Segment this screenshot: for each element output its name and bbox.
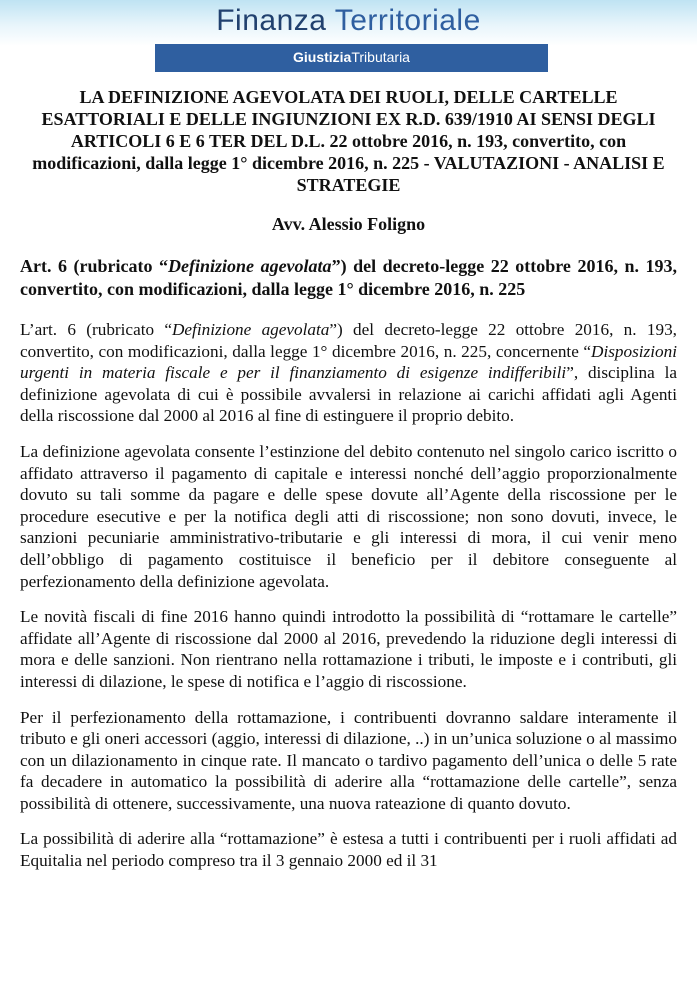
p1-part-c: ”) del decreto-legge 22 ottobre 2016, n. 193, convertito, con modificazioni, dalla legge 1° dicembre 2016, n. 225, concernente “ — [20, 320, 677, 361]
brand-word-2: Territoriale — [334, 4, 481, 37]
document-title: LA DEFINIZIONE AGEVOLATA DEI RUOLI, DELLE CARTELLE ESATTORIALI E DELLE INGIUNZIONI EX R.D. 639/1910 AI SENSI DEGLI ARTICOLI 6 E 6 TER DEL D.L. 22 ottobre 2016, n. 193, convertito, con modificazioni, dalla legge 1° dicembre 2016, n. 225 - VALUTAZIONI - ANALISI E STRATEGIE — [32, 87, 665, 195]
p1-part-d: Disposizioni urgenti in materia fiscale e per il finanziamento di esigenze indifferibili — [20, 341, 677, 383]
article-heading — [20, 255, 677, 301]
sub-brand — [155, 49, 548, 65]
brand-word-1: Finanza — [216, 4, 327, 37]
author-name: Avv. Alessio Foligno — [271, 214, 426, 234]
sub-brand-word-1: Giustizia — [293, 49, 352, 65]
p1-part-e: ”, disciplina la definizione agevolata di cui è possibile avvalersi in relazione ai carichi affidati agli Agenti della riscossione dal 2000 al 2016 al fine di estinguere il proprio debito. — [20, 363, 677, 426]
article-heading-pre: Art. 6 (rubricato “ — [20, 256, 169, 276]
article-heading-post: ”) del decreto-legge 22 ottobre 2016, n. 193, convertito, con modificazioni, dalla legge 1° dicembre 2016, n. 225 — [20, 256, 678, 299]
document-body — [20, 86, 677, 872]
paragraph-1 — [20, 319, 677, 427]
paragraph-4: Per il perfezionamento della rottamazione, i contribuenti dovranno saldare interamente il tributo e gli oneri accessori (aggio, interessi di dilazione, ..) in un’unica soluzione o al massimo con un dilazionamento in cinque rate. Il mancato o tardivo pagamento dell’unica o delle 5 rate fa decadere in automatico la possibilità di aderire alla “rottamazione delle cartelle”, senza possibilità di ottenere, successivamente, una nuova rateazione di quanto dovuto. — [20, 707, 677, 813]
site-banner — [0, 0, 697, 73]
article-heading-italic: Definizione agevolata — [168, 256, 332, 276]
paragraph-5: La possibilità di aderire alla “rottamazione” è estesa a tutti i contribuenti per i ruoli affidati ad Equitalia nel periodo compreso tra il 3 gennaio 2000 ed il 31 — [20, 829, 677, 871]
brand-logo — [0, 4, 697, 38]
sub-brand-word-2: Tributaria — [351, 49, 410, 65]
paragraph-2: La definizione agevolata consente l’estinzione del debito contenuto nel singolo carico iscritto o affidato attraverso il pagamento di capitale e interessi nonché dell’aggio proporzionalmente dovuto su tali somme da pagare e delle spese dovute all’Agente della riscossione per le procedure esecutive e per la notifica degli atti di riscossione; non sono dovuti, invece, le sanzioni pecuniarie amministrativo-tributarie e gli interessi di mora, il cui venir meno dell’obbligo di pagamento costituisce il beneficio per il debitore conseguente al perfezionamento della definizione agevolata. — [20, 441, 677, 591]
p1-part-a: L’art. 6 (rubricato “ — [20, 320, 173, 339]
paragraph-3: Le novità fiscali di fine 2016 hanno quindi introdotto la possibilità di “rottamare le cartelle” affidate all’Agente di riscossione dal 2000 al 2016, prevedendo la riduzione degli interessi di mora e delle sanzioni. Non rientrano nella rottamazione i tributi, le imposte e i contributi, gli interessi di dilazione, le spese di notifica e l’aggio di riscossione. — [20, 607, 677, 691]
p1-part-b: Definizione agevolata — [172, 320, 330, 339]
